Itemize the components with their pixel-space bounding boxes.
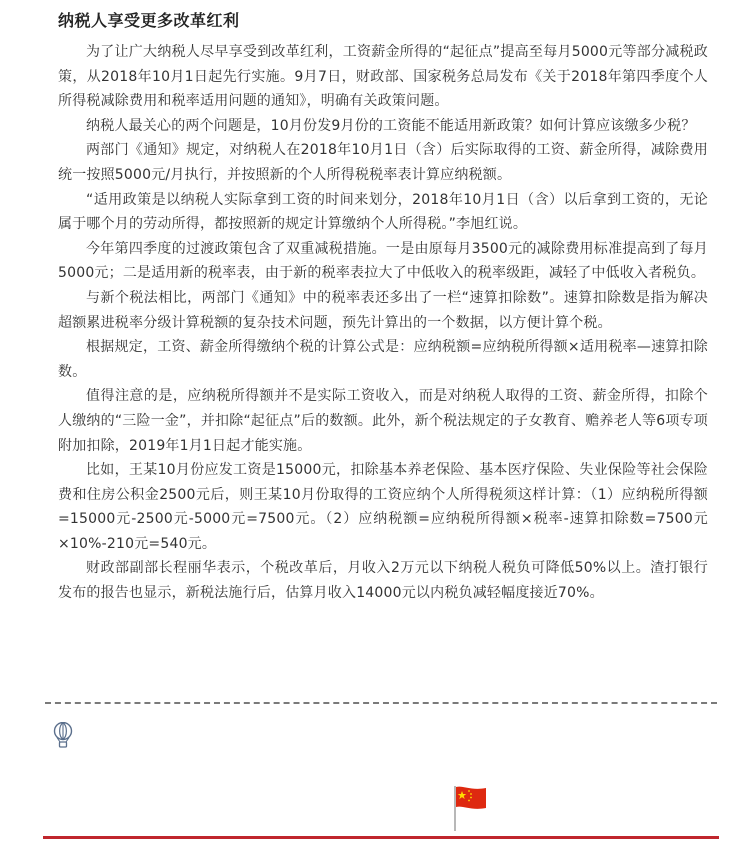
article-paragraph: 今年第四季度的过渡政策包含了双重减税措施。一是由原每月3500元的减除费用标准提高到了每月5000元；二是适用新的税率表，由于新的税率表拉大了中低收入的税率级距，减轻了中低收入者税负。	[58, 240, 708, 282]
article-paragraph: 为了让广大纳税人尽早享受到改革红利，工资薪金所得的“起征点”提高至每月5000元等部分减税政策，从2018年10月1日起先行实施。9月7日，财政部、国家税务总局发布《关于2018年第四季度个人所得税减除费用和税率适用问题的通知》，明确有关政策问题。	[58, 44, 708, 110]
article	[58, 0, 708, 606]
article-paragraph: 纳税人最关心的两个问题是，10月份发9月份的工资能不能适用新政策？如何计算应该缴多少税？	[86, 117, 696, 134]
article-title: 纳税人享受更多改革红利	[58, 11, 240, 30]
dashed-divider	[45, 702, 717, 704]
hot-air-balloon-icon	[52, 722, 74, 748]
article-paragraph: 比如，王某10月份应发工资是15000元，扣除基本养老保险、基本医疗保险、失业保险等社会保险费和住房公积金2500元后，则王某10月份取得的工资应纳个人所得税须这样计算：（1）应纳税所得额=15000元-2500元-5000元=7500元。（2）应纳税额=应纳税所得额×税率-速算扣除数=7500元×10%-210元=540元。	[58, 462, 708, 552]
article-paragraph: 根据规定，工资、薪金所得缴纳个税的计算公式是：应纳税额=应纳税所得额×适用税率—速算扣除数。	[58, 339, 708, 380]
article-paragraph: “适用政策是以纳税人实际拿到工资的时间来划分，2018年10月1日（含）以后拿到工资的，无论属于哪个月的劳动所得，都按照新的规定计算缴纳个人所得税。”李旭红说。	[58, 191, 708, 233]
article-paragraph: 财政部副部长程丽华表示，个税改革后，月收入2万元以下纳税人税负可降低50%以上。渣打银行发布的报告也显示，新税法施行后，估算月收入14000元以内税负减轻幅度接近70%。	[58, 560, 708, 602]
article-paragraph: 两部门《通知》规定，对纳税人在2018年10月1日（含）后实际取得的工资、薪金所得，减除费用统一按照5000元/月执行，并按照新的个人所得税税率表计算应纳税额。	[58, 142, 708, 183]
article-paragraph: 值得注意的是，应纳税所得额并不是实际工资收入，而是对纳税人取得的工资、薪金所得，扣除个人缴纳的“三险一金”，并扣除“起征点”后的数额。此外，新个税法规定的子女教育、赡养老人等6项专项附加扣除，2019年1月1日起才能实施。	[58, 388, 708, 454]
china-flag-icon	[451, 784, 487, 832]
article-paragraph: 与新个税法相比，两部门《通知》中的税率表还多出了一栏“速算扣除数”。速算扣除数是指为解决超额累进税率分级计算税额的复杂技术问题，预先计算出的一个数据，以方便计算个税。	[58, 289, 708, 331]
bottom-red-rule	[43, 836, 719, 839]
